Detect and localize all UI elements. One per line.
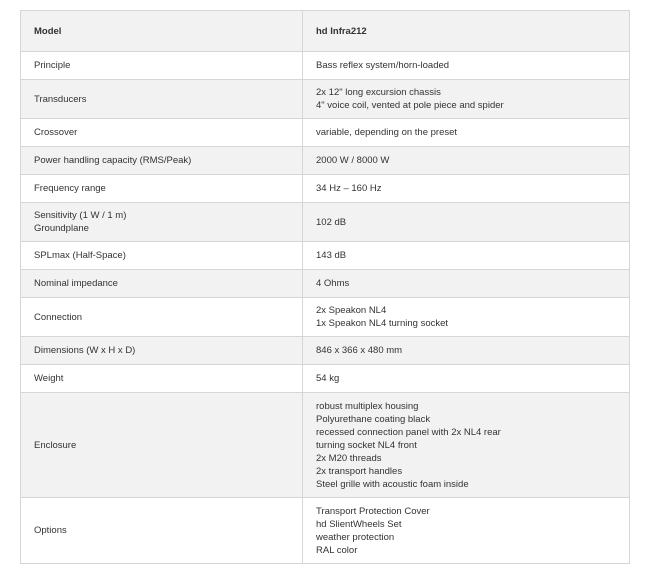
table-row <box>21 393 630 498</box>
spec-label <box>21 52 303 80</box>
spec-value-line: Steel grille with acoustic foam inside <box>316 478 469 490</box>
model-value: hd Infra212 <box>303 11 630 52</box>
spec-value-line: 2000 W / 8000 W <box>316 155 390 166</box>
spec-value <box>303 52 630 80</box>
spec-value <box>303 147 630 175</box>
table-row <box>21 175 630 203</box>
spec-value-line: RAL color <box>316 544 358 556</box>
spec-value-line: hd SlientWheels Set <box>316 518 402 530</box>
table-row <box>21 242 630 270</box>
spec-label-line: Groundplane <box>34 223 89 234</box>
table-row <box>21 119 630 147</box>
table-row <box>21 498 630 564</box>
spec-value-line: 2x Speakon NL4 <box>316 305 387 316</box>
spec-value-line: 846 x 366 x 480 mm <box>316 345 403 356</box>
spec-value <box>303 270 630 298</box>
table-row <box>21 270 630 298</box>
spec-label <box>21 147 303 175</box>
spec-value-line: weather protection <box>316 531 395 543</box>
spec-value <box>303 365 630 393</box>
spec-label <box>21 298 303 337</box>
spec-value <box>303 203 630 242</box>
spec-value-line: 143 dB <box>316 250 347 261</box>
spec-label <box>21 270 303 298</box>
spec-label <box>21 203 303 242</box>
spec-value-line: 1x Speakon NL4 turning socket <box>316 318 449 329</box>
spec-value-line: turning socket NL4 front <box>316 439 417 451</box>
spec-value <box>303 242 630 270</box>
spec-value-line: variable, depending on the preset <box>316 127 458 138</box>
header-row <box>21 11 630 52</box>
table-row <box>21 365 630 393</box>
spec-value-line: Bass reflex system/horn-loaded <box>316 60 450 71</box>
spec-value-line: 2x M20 threads <box>316 452 382 464</box>
spec-label-line: Dimensions (W x H x D) <box>34 345 136 356</box>
spec-value-line: 2x transport handles <box>316 465 403 477</box>
spec-value-line: 2x 12" long excursion chassis <box>316 87 441 98</box>
spec-label-line: Options <box>34 525 67 536</box>
spec-value-line: 4 Ohms <box>316 278 350 289</box>
spec-label <box>21 242 303 270</box>
table-row <box>21 52 630 80</box>
spec-label <box>21 393 303 498</box>
spec-value <box>303 175 630 203</box>
spec-value-line: 34 Hz – 160 Hz <box>316 183 382 194</box>
spec-value <box>303 298 630 337</box>
table-row <box>21 80 630 119</box>
spec-label-line: SPLmax (Half-Space) <box>34 250 126 261</box>
spec-body <box>21 52 630 564</box>
spec-value-line: 102 dB <box>316 216 347 228</box>
spec-label-line: Power handling capacity (RMS/Peak) <box>34 155 192 166</box>
spec-table <box>20 10 630 564</box>
table-row <box>21 147 630 175</box>
spec-label <box>21 175 303 203</box>
spec-label-line: Nominal impedance <box>34 278 118 289</box>
model-label: Model <box>21 11 303 52</box>
spec-label-line: Sensitivity (1 W / 1 m) <box>34 210 127 221</box>
spec-label-line: Enclosure <box>34 439 77 451</box>
spec-value-line: Polyurethane coating black <box>316 413 431 425</box>
spec-label <box>21 498 303 564</box>
spec-label <box>21 80 303 119</box>
spec-label-line: Connection <box>34 311 83 323</box>
spec-label-line: Transducers <box>34 93 87 105</box>
spec-value <box>303 393 630 498</box>
table-row <box>21 337 630 365</box>
spec-value <box>303 498 630 564</box>
spec-value <box>303 119 630 147</box>
spec-label-line: Frequency range <box>34 183 106 194</box>
table-row <box>21 203 630 242</box>
spec-value-line: 54 kg <box>316 373 340 384</box>
spec-value-line: robust multiplex housing <box>316 400 419 412</box>
spec-label-line: Weight <box>34 373 64 384</box>
spec-label <box>21 119 303 147</box>
spec-label <box>21 337 303 365</box>
spec-value-line: recessed connection panel with 2x NL4 rear <box>316 426 501 438</box>
spec-label-line: Principle <box>34 60 71 71</box>
table-row <box>21 298 630 337</box>
spec-value <box>303 337 630 365</box>
spec-value-line: Transport Protection Cover <box>316 505 430 517</box>
spec-value-line: 4" voice coil, vented at pole piece and spider <box>316 100 504 111</box>
spec-label <box>21 365 303 393</box>
spec-label-line: Crossover <box>34 127 78 138</box>
spec-value <box>303 80 630 119</box>
